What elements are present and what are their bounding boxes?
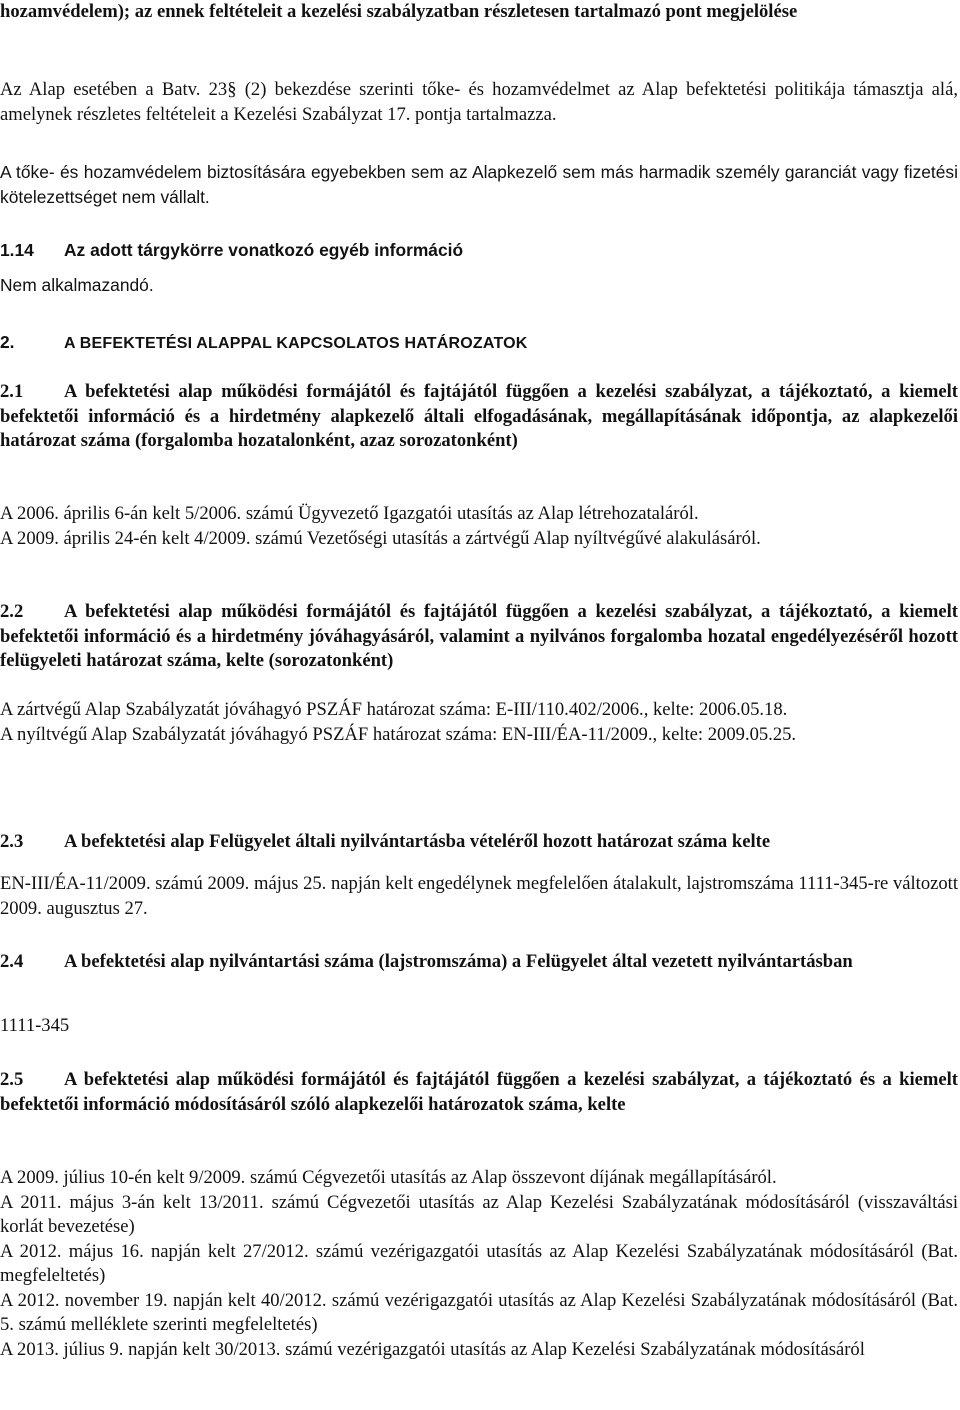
section-2-2-heading [0, 600, 958, 674]
section-number: 2.1 [0, 381, 24, 402]
section-number: 2.4 [0, 951, 24, 972]
approval-line: A zártvégű Alap Szabályzatát jóváhagyó PSZÁF határozat száma: E-III/110.402/2006., kelte: 2006.05.18. [0, 699, 788, 720]
amendment-line: A 2013. július 9. napján kelt 30/2013. számú vezérigazgatói utasítás az Alap Kezelési Szabályzatának módosításáról [0, 1338, 865, 1360]
section-number: 2.2 [0, 601, 24, 622]
section-2-1-heading [0, 380, 958, 454]
section-title: A befektetési alap működési formájától és fajtájától függően a kezelési szabályzat, a tájékoztató, a kiemelt befektetői információ és a hirdetmény alapkezelő általi elfogadásának, megállapításának időpontja, az alapkezelői határozat száma (forgalomba hozatalonként, azaz sorozatonként) [0, 381, 958, 451]
section-title: A BEFEKTETÉSI ALAPPAL KAPCSOLATOS HATÁROZATOK [64, 335, 528, 352]
section-2-1-body [0, 502, 958, 551]
protection-paragraph: Az Alap esetében a Batv. 23§ (2) bekezdése szerinti tőke- és hozamvédelmet az Alap befektetési politikája támasztja alá, amelynek részletes feltételeit a Kezelési Szabályzat 17. pontja tartalmazza. [0, 79, 958, 125]
amendment-line: A 2011. május 3-án kelt 13/2011. számú Cégvezetői utasítás az Alap Kezelési Szabályzatának módosításáról (visszaváltási korlát bevezetése) [0, 1191, 958, 1237]
decision-line: A 2009. április 24-én kelt 4/2009. számú Vezetőségi utasítás a zártvégű Alap nyíltvégűvé alakulásáról. [0, 527, 761, 549]
section-2-heading [0, 330, 958, 357]
section-title: A befektetési alap működési formájától és fajtájától függően a kezelési szabályzat, a tájékoztató és a kiemelt befektetői információ módosításáról szóló alapkezelői határozatok száma, kelte [0, 1069, 958, 1115]
section-2-5-heading [0, 1068, 958, 1117]
section-2-4-body: 1111-345 [0, 1015, 70, 1036]
continuation-heading: hozamvédelem); az ennek feltételeit a kezelési szabályzatban részletesen tartalmazó pont megjelölése [0, 1, 798, 22]
guarantee-paragraph: A tőke- és hozamvédelem biztosítására egyebekben sem az Alapkezelő sem más harmadik személy garanciát vagy fizetési kötelezettséget nem vállalt. [0, 162, 958, 207]
decision-line: A 2006. április 6-án kelt 5/2006. számú Ügyvezető Igazgatói utasítás az Alap létrehozataláról. [0, 503, 699, 524]
approval-line: A nyíltvégű Alap Szabályzatát jóváhagyó PSZÁF határozat száma: EN-III/ÉA-11/2009., kelte: 2009.05.25. [0, 723, 797, 745]
section-1-14-body: Nem alkalmazandó. [0, 275, 154, 295]
section-number: 2.3 [0, 831, 24, 852]
section-2-2-body [0, 698, 958, 747]
section-title: A befektetési alap Felügyelet általi nyilvántartásba vételéről hozott határozat száma kelte [64, 831, 771, 852]
section-2-5-body [0, 1166, 958, 1362]
section-1-14-heading [0, 238, 958, 263]
section-number: 1.14 [0, 240, 34, 260]
section-number: 2.5 [0, 1069, 24, 1090]
section-title: A befektetési alap nyilvántartási száma (lajstromszáma) a Felügyelet által vezetett nyilvántartásban [64, 951, 853, 972]
section-2-3-body: EN-III/ÉA-11/2009. számú 2009. május 25. napján kelt engedélynek megfelelően átalakult, lajstromszáma 1111-345-re változott 2009. augusztus 27. [0, 873, 958, 919]
section-number: 2. [0, 332, 15, 352]
section-2-3-heading [0, 830, 958, 855]
section-2-4-heading [0, 950, 958, 975]
section-title: A befektetési alap működési formájától és fajtájától függően a kezelési szabályzat, a tájékoztató, a kiemelt befektetői információ és a hirdetmény jóváhagyásáról, valamint a nyilvános forgalomba hozatal engedélyezéséről hozott felügyeleti határozat száma, kelte (sorozatonként) [0, 601, 958, 671]
amendment-line: A 2012. november 19. napján kelt 40/2012. számú vezérigazgatói utasítás az Alap Kezelési Szabályzatának módosításáról (Bat. 5. számú melléklete szerinti megfeleltetés) [0, 1289, 958, 1335]
section-title: Az adott tárgykörre vonatkozó egyéb információ [64, 240, 464, 260]
amendment-line: A 2012. május 16. napján kelt 27/2012. számú vezérigazgatói utasítás az Alap Kezelési Szabályzatának módosításáról (Bat. megfeleltetés) [0, 1240, 958, 1286]
amendment-line: A 2009. július 10-én kelt 9/2009. számú Cégvezetői utasítás az Alap összevont díjának megállapításáról. [0, 1167, 777, 1188]
